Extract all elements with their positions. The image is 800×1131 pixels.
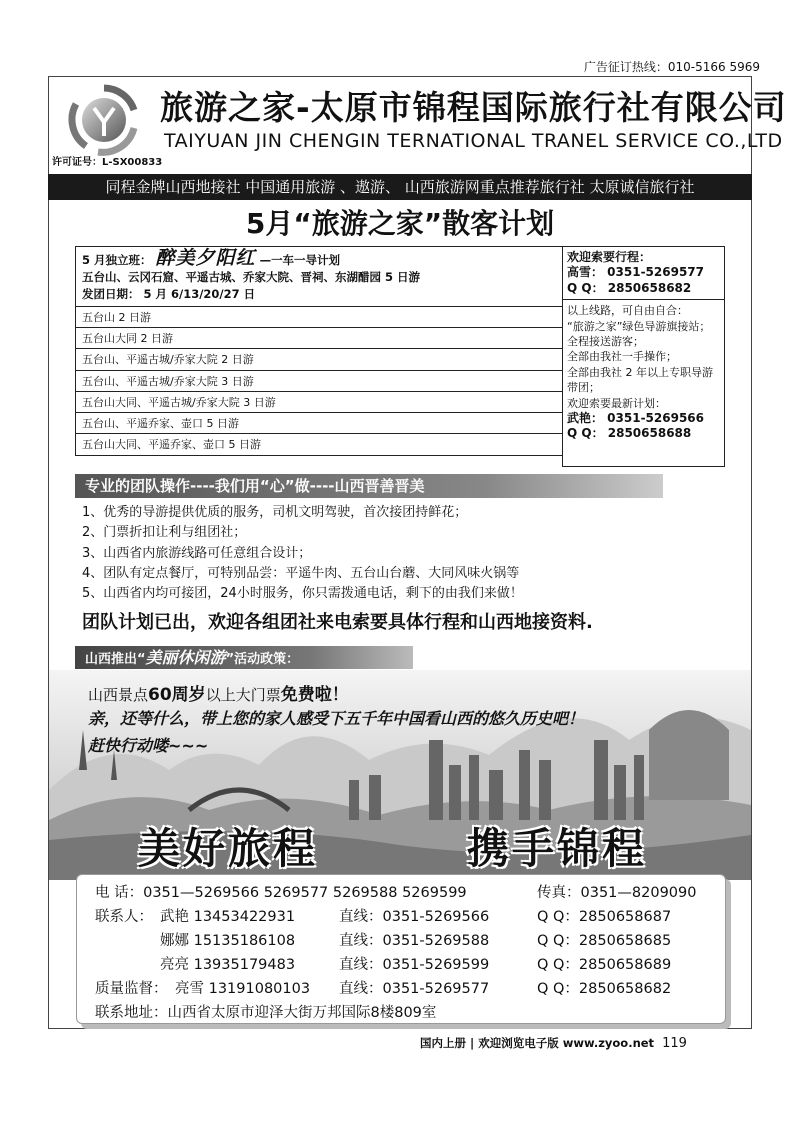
intro-suffix: —一车一导计划 xyxy=(259,253,341,267)
company-name-en: TAIYUAN JIN CHENGIN TERNATIONAL TRANEL SERVICE CO.,LTD xyxy=(164,130,783,152)
license-number: 许可证号：L-SX00833 xyxy=(52,157,163,168)
list-item: 5、山西省内均可接团，24小时服务，你只需拨通电话，剩下的由我们来做！ xyxy=(82,586,523,602)
table-row: 五台山 2 日游 xyxy=(76,307,562,328)
side-title: 欢迎索要行程： xyxy=(567,250,652,264)
table-row: 五台山大同、平遥古城/乔家大院 3 日游 xyxy=(76,392,562,413)
contact-direct: 直线：0351-5269588 xyxy=(339,933,490,949)
contact-qq: Q Q：2850658687 xyxy=(537,909,672,925)
ad-hotline: 广告征订热线：010-5166 5969 xyxy=(583,60,760,74)
slogan-right: 携手锦程 xyxy=(467,824,648,873)
side-note: 全部由我社 2 年以上专职导游带团； xyxy=(567,365,713,395)
table-row: 五台山、平遥古城/乔家大院 2 日游 xyxy=(76,349,562,370)
contact-name: 娜娜 15135186108 xyxy=(160,933,296,949)
team-bar: 专业的团队操作----我们用“心”做----山西晋善晋美 xyxy=(75,474,663,498)
page-number: 119 xyxy=(662,1036,687,1051)
side-contact-2: 武艳： 0351-5269566 xyxy=(567,411,705,426)
list-item: 2、门票折扣让利与组团社； xyxy=(82,525,247,541)
slogan-left: 美好旅程 xyxy=(138,824,319,873)
supervisor-name: 亮雪 13191080103 xyxy=(175,981,311,997)
promo-text: 山西景点 xyxy=(88,686,149,704)
supervisor-label: 质量监督： xyxy=(95,981,168,997)
contact-name: 亮亮 13935179483 xyxy=(160,957,296,973)
contact-direct: 直线：0351-5269566 xyxy=(339,909,490,925)
contact-direct: 直线：0351-5269599 xyxy=(339,957,490,973)
promo-bar-prefix: 山西推出“ xyxy=(85,652,146,667)
contact-people-label: 联系人： xyxy=(95,909,153,925)
team-list xyxy=(82,503,523,604)
promo-bar xyxy=(75,646,413,669)
promo-bar-name: 美丽休闲游 xyxy=(145,648,226,667)
list-item: 4、团队有定点餐厅，可特别品尝：平遥牛肉、五台山台蘑、大同风味火锅等 xyxy=(82,565,520,581)
intro-dates: 发团日期： 5 月 6/13/20/27 日 xyxy=(82,287,256,301)
contact-qq: Q Q：2850658689 xyxy=(537,957,672,973)
side-note: 全部由我社一手操作； xyxy=(567,350,677,364)
side-note: 以上线路，可自由自合： xyxy=(567,304,688,318)
side-qq-1: Q Q： 2850658682 xyxy=(567,280,692,295)
promo-line-3: 赶快行动喽~~~ xyxy=(88,736,209,755)
promo-bar-suffix: ”活动政策： xyxy=(225,652,300,667)
side-note: 欢迎索要最新计划： xyxy=(567,396,666,410)
list-item: 3、山西省内旅游线路可任意组合设计； xyxy=(82,545,312,561)
footer-text: 国内上册 | 欢迎浏览电子版 www.zyoo.net xyxy=(420,1036,655,1050)
supervisor-direct: 直线：0351-5269577 xyxy=(339,981,490,997)
promo-age: 60周岁 xyxy=(148,685,206,705)
company-logo-icon xyxy=(68,84,140,156)
plan-table xyxy=(75,246,563,456)
plan-headline: 5月“旅游之家”散客计划 xyxy=(245,207,555,240)
team-notice: 团队计划已出，欢迎各组团社来电索要具体行程和山西地接资料. xyxy=(82,612,593,633)
footer xyxy=(420,1035,687,1051)
contact-address: 联系地址：山西省太原市迎泽大街万邦国际8楼809室 xyxy=(95,1005,437,1021)
contact-phone: 电 话：0351—5269566 5269577 5269588 5269599 xyxy=(95,885,467,901)
table-row: 五台山、平遥乔家、壶口 5 日游 xyxy=(76,413,562,434)
table-row: 五台山大同 2 日游 xyxy=(76,328,562,349)
side-note: 全程接送游客； xyxy=(567,335,644,349)
promo-line-1 xyxy=(88,680,349,705)
promo-free: 免费啦！ xyxy=(280,685,349,705)
side-contact-1: 高雪： 0351-5269577 xyxy=(567,265,705,280)
contact-fax: 传真：0351—8209090 xyxy=(537,885,697,901)
table-row: 五台山大同、平遥乔家、壶口 5 日游 xyxy=(82,438,261,452)
list-item: 1、优秀的导游提供优质的服务，司机文明驾驶，首次接团持鲜花； xyxy=(82,505,468,520)
side-qq-2: Q Q： 2850658688 xyxy=(567,426,692,441)
promo-line-2: 亲，还等什么，带上您的家人感受下五千年中国看山西的悠久历史吧！ xyxy=(88,709,585,728)
supervisor-qq: Q Q：2850658682 xyxy=(537,981,672,997)
table-row: 五台山、平遥古城/乔家大院 3 日游 xyxy=(76,371,562,392)
promo-text: 以上大门票 xyxy=(205,686,281,704)
intro-label: 5 月独立班： xyxy=(82,253,152,267)
honor-bar: 同程金牌山西地接社 中国通用旅游 、遨游、 山西旅游网重点推荐旅行社 太原诚信旅行社 xyxy=(48,174,752,200)
side-info-box xyxy=(562,246,725,467)
contact-qq: Q Q：2850658685 xyxy=(537,933,672,949)
contact-box xyxy=(76,874,726,1024)
contact-name: 武艳 13453422931 xyxy=(160,909,296,925)
company-name-cn: 旅游之家-太原市锦程国际旅行社有限公司 xyxy=(160,88,787,127)
intro-name: 醉美夕阳红 xyxy=(155,247,256,269)
plan-table-header xyxy=(76,247,562,307)
intro-route: 五台山、云冈石窟、平遥古城、乔家大院、晋祠、东湖醋园 5 日游 xyxy=(82,270,421,284)
side-note: “旅游之家”绿色导游旗接站； xyxy=(567,319,711,333)
